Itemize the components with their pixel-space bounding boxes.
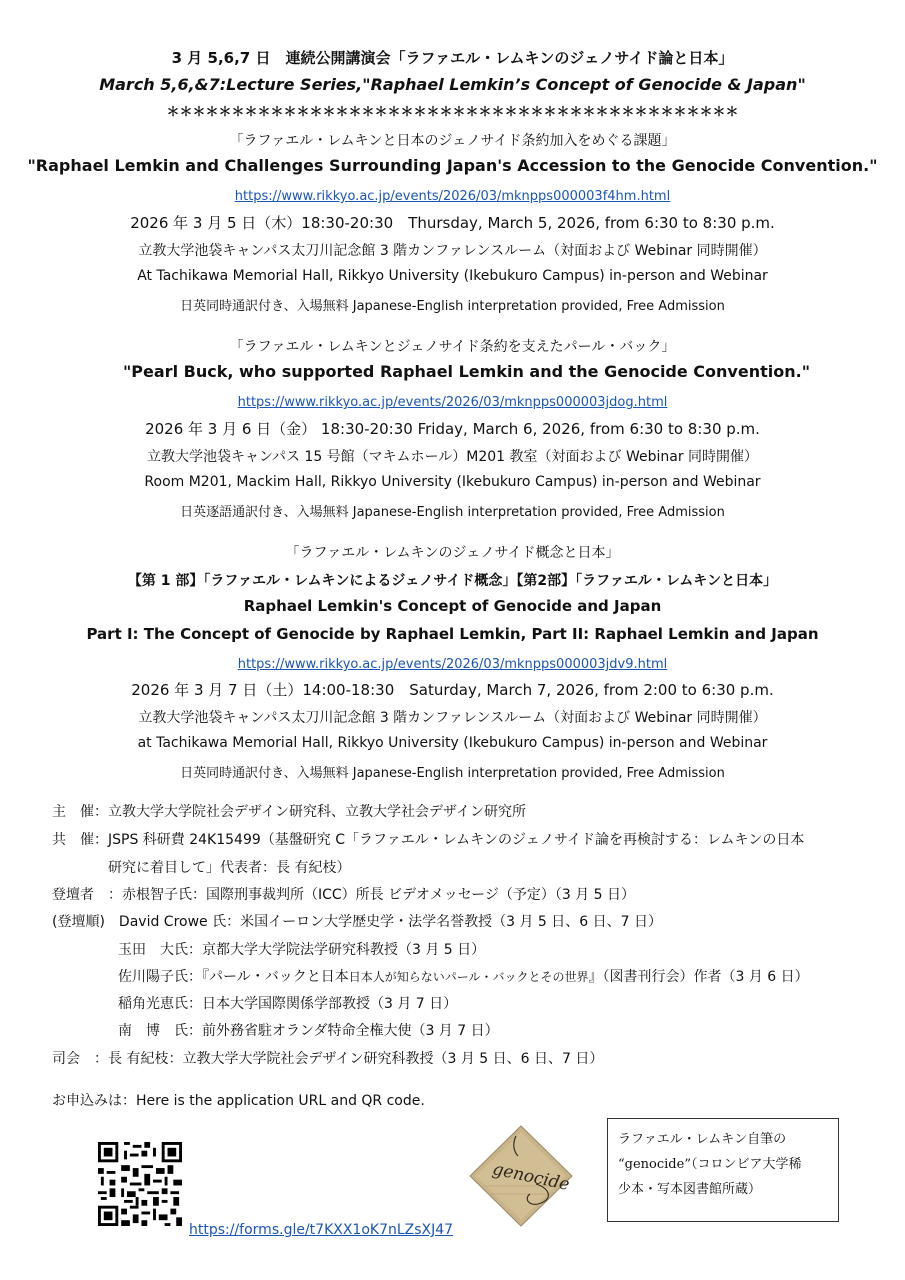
application-form-link[interactable]: https://forms.gle/t7KXX1oK7nLZsXJ47 <box>189 1222 454 1238</box>
lecture2-title-en: "Pearl Buck, who supported Raphael Lemkin and the Genocide Convention." <box>122 362 811 381</box>
speaker-sagawa-publisher: 』（図書刊行会）作者（3 月 6 日） <box>588 969 809 985</box>
lecture3-date: 2026 年 3 月 7 日（土）14:00-18:30 Saturday, March 7, 2026, from 2:00 to 6:30 p.m. <box>131 681 774 699</box>
lecture3-note: 日英同時通訳付き、入場無料 Japanese-English interpretation provided, Free Admission <box>180 766 725 781</box>
speaker-minami: 南 博 氏：前外務省駐オランダ特命全権大使（3 月 7 日） <box>118 1023 499 1039</box>
application-line: お申込みは：Here is the application URL and QR code. <box>52 1093 425 1109</box>
lecture1-date: 2026 年 3 月 5 日（木）18:30-20:30 Thursday, March 5, 2026, from 6:30 to 8:30 p.m. <box>130 214 775 232</box>
lecture3-parts-en: Part I: The Concept of Genocide by Raphael Lemkin, Part II: Raphael Lemkin and Japan <box>86 625 819 643</box>
speaker-inazumi: 稲角光恵氏：日本大学国際関係学部教授（3 月 7 日） <box>118 996 458 1012</box>
moderator-line: 司会 ：長 有紀枝：立教大学大学院社会デザイン研究科教授（3 月 5 日、6 日、7 日） <box>52 1051 604 1067</box>
lecture2-venue-en: Room M201, Mackim Hall, Rikkyo University (Ikebukuro Campus) in-person and Webinar <box>144 474 761 490</box>
lecture2-title-ja: 「ラファエル・レムキンとジェノサイド条約を支えたパール・バック」 <box>229 339 676 355</box>
cosponsor-line-2: 研究に着目して」代表者：長 有紀枝） <box>108 860 351 876</box>
speaker-sagawa-book: 佐川陽子氏：『パール・バックと日本 <box>118 969 349 985</box>
lecture3-venue-en: at Tachikawa Memorial Hall, Rikkyo University (Ikebukuro Campus) in-person and Webinar <box>137 735 768 751</box>
header-title-en: March 5,6,&7:Lecture Series,"Raphael Lemkin’s Concept of Genocide & Japan" <box>99 75 806 94</box>
lecture1-title-ja: 「ラファエル・レムキンと日本のジェノサイド条約加入をめぐる課題」 <box>229 133 676 149</box>
speaker-crowe: (登壇順) David Crowe 氏：米国イーロン大学歴史学・法学名誉教授（3 月 5 日、6 日、7 日） <box>52 914 662 930</box>
lecture3-title-en: Raphael Lemkin's Concept of Genocide and Japan <box>243 597 662 615</box>
lecture2-note: 日英逐語通訳付き、入場無料 Japanese-English interpretation provided, Free Admission <box>180 505 725 520</box>
speaker-tamada: 玉田 大氏：京都大学大学院法学研究科教授（3 月 5 日） <box>118 942 486 958</box>
signature-text: genocide <box>490 1159 572 1195</box>
lecture1-title-en: "Raphael Lemkin and Challenges Surrounding Japan's Accession to the Genocide Convention." <box>27 156 878 175</box>
lecture1-note: 日英同時通訳付き、入場無料 Japanese-English interpretation provided, Free Admission <box>180 299 725 314</box>
speaker-sagawa <box>118 966 809 986</box>
organizer-line: 主 催：立教大学大学院社会デザイン研究科、立教大学社会デザイン研究所 <box>52 804 527 820</box>
lecture1-venue-en: At Tachikawa Memorial Hall, Rikkyo University (Ikebukuro Campus) in-person and Webinar <box>137 268 768 284</box>
qr-code[interactable] <box>98 1142 182 1226</box>
lemkin-signature-image <box>466 1122 576 1230</box>
speaker-sagawa-subtitle: 日本人が知らないパール・バックとその世界 <box>348 970 589 984</box>
lecture2-venue-ja: 立教大学池袋キャンパス 15 号館（マキムホール）M201 教室（対面および Webinar 同時開催） <box>146 449 759 465</box>
speakers-line: 登壇者 ：赤根智子氏：国際刑事裁判所（ICC）所長 ビデオメッセージ（予定）（3 月 5 日） <box>52 887 636 903</box>
signature-caption-box <box>607 1118 839 1222</box>
lecture3-parts-ja: 【第 1 部】「ラファエル・レムキンによるジェノサイド概念」【第2部】「ラファエル・レムキンと日本」 <box>127 573 778 589</box>
lecture3-title-ja: 「ラファエル・レムキンのジェノサイド概念と日本」 <box>285 545 620 561</box>
caption-line-2: “genocide”（コロンビア大学稀 <box>618 1157 802 1172</box>
cosponsor-line-1: 共 催：JSPS 科研費 24K15499（基盤研究 C「ラファエル・レムキンのジェノサイド論を再検討する：レムキンの日本 <box>52 832 805 848</box>
header-title-ja: 3 月 5,6,7 日 連続公開講演会「ラファエル・レムキンのジェノサイド論と日本」 <box>171 49 734 67</box>
lecture2-date: 2026 年 3 月 6 日（金） 18:30-20:30 Friday, March 6, 2026, from 6:30 to 8:30 p.m. <box>145 420 760 438</box>
lecture1-venue-ja: 立教大学池袋キャンパス太刀川記念館 3 階カンファレンスルーム（対面および Webinar 同時開催） <box>138 243 767 259</box>
lecture3-venue-ja: 立教大学池袋キャンパス太刀川記念館 3 階カンファレンスルーム（対面および Webinar 同時開催） <box>138 710 767 726</box>
caption-line-1: ラファエル・レムキン自筆の <box>618 1132 787 1147</box>
caption-line-3: 少本・写本図書館所蔵） <box>618 1182 762 1197</box>
star-divider: ＊＊＊＊＊＊＊＊＊＊＊＊＊＊＊＊＊＊＊＊＊＊＊＊＊＊＊＊＊＊＊＊＊＊＊＊＊＊＊＊＊＊＊＊ <box>166 105 739 120</box>
lecture3-url-link[interactable]: https://www.rikkyo.ac.jp/events/2026/03/mknpps000003jdv9.html <box>237 657 668 672</box>
lecture2-url-link[interactable]: https://www.rikkyo.ac.jp/events/2026/03/mknpps000003jdog.html <box>237 395 668 410</box>
lecture1-url-link[interactable]: https://www.rikkyo.ac.jp/events/2026/03/mknpps000003f4hm.html <box>234 189 671 204</box>
